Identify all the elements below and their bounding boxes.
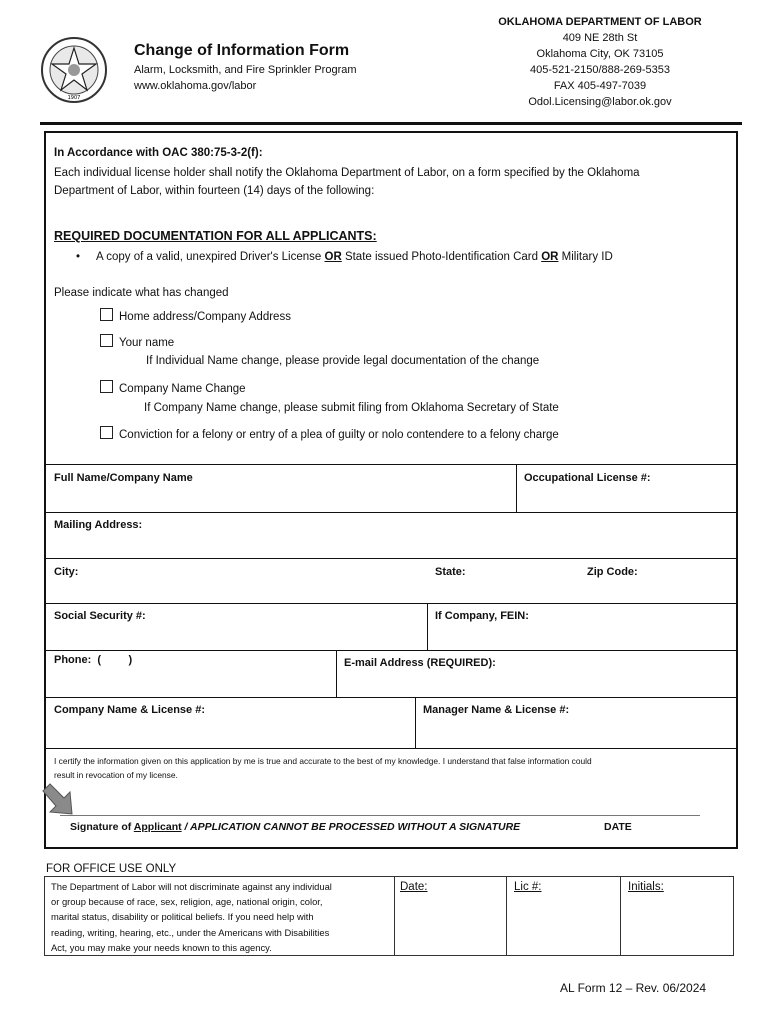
form-title: Change of Information Form	[134, 42, 350, 59]
mailing-address-field[interactable]: Mailing Address:	[54, 519, 143, 531]
notice-line: The Department of Labor will not discriminate against any individual	[51, 881, 332, 892]
website-link[interactable]: www.oklahoma.gov/labor	[134, 80, 257, 92]
full-name-field[interactable]: Full Name/Company Name	[54, 472, 193, 484]
option-home-address	[100, 308, 291, 323]
agency-name: OKLAHOMA DEPARTMENT OF LABOR	[498, 16, 702, 28]
agency-email[interactable]: Odol.Licensing@labor.ok.gov	[528, 96, 672, 108]
email-field[interactable]: E-mail Address (REQUIRED):	[344, 657, 496, 669]
grid-divider	[516, 464, 517, 512]
agency-phone: 405-521-2150/888-269-5353	[529, 64, 671, 76]
manager-license-field[interactable]: Manager Name & License #:	[423, 704, 570, 716]
office-divider	[506, 876, 507, 956]
bullet-text-part3: Military ID	[558, 251, 613, 263]
signature-date-label: DATE	[604, 821, 632, 833]
notice-line: reading, writing, hearing, etc., under the Americans with Disabilities	[51, 926, 330, 938]
bullet-icon: •	[76, 251, 81, 263]
option-felony	[100, 426, 559, 441]
required-docs-heading: REQUIRED DOCUMENTATION FOR ALL APPLICANTS:	[54, 229, 377, 243]
office-divider	[394, 876, 395, 956]
grid-line	[46, 603, 738, 604]
intro-text-line2: Department of Labor, within fourteen (14) days of the following:	[54, 185, 375, 197]
changes-prompt: Please indicate what has changed	[54, 287, 229, 299]
grid-line	[46, 558, 738, 559]
agency-contact-block	[470, 14, 730, 110]
bullet-text-part2: State issued Photo-Identification Card	[341, 251, 542, 263]
certify-line2: result in revocation of my license.	[54, 770, 178, 780]
grid-line	[46, 697, 738, 698]
intro-text-line1: Each individual license holder shall notify the Oklahoma Department of Labor, on a form specified by the Oklahoma	[54, 167, 640, 179]
option-label: Your name	[119, 337, 175, 349]
company-change-note: If Company Name change, please submit filing from Oklahoma Secretary of State	[144, 402, 559, 414]
zip-code-field[interactable]: Zip Code:	[587, 566, 638, 578]
bullet-or-1: OR	[324, 251, 342, 263]
grid-divider	[415, 697, 416, 748]
bullet-or-2: OR	[541, 251, 559, 263]
form-revision-footer: AL Form 12 – Rev. 06/2024	[560, 981, 707, 995]
state-seal-logo	[40, 36, 108, 104]
signature-applicant: Applicant	[133, 821, 182, 833]
checkbox-felony[interactable]	[100, 426, 113, 439]
non-discrimination-notice	[51, 879, 332, 955]
notice-line: marital status, disability or political beliefs. If you need help with	[51, 911, 314, 923]
signature-line[interactable]	[60, 815, 700, 816]
checkbox-your-name[interactable]	[100, 334, 113, 347]
svg-text:1907: 1907	[67, 95, 81, 101]
checkbox-company-name[interactable]	[100, 380, 113, 393]
agency-fax: FAX 405-497-7039	[553, 80, 647, 92]
option-label: Conviction for a felony or entry of a plea of guilty or nolo contendere to a felony charge	[119, 429, 559, 441]
ssn-field[interactable]: Social Security #:	[54, 610, 146, 622]
agency-address-line1: 409 NE 28th St	[562, 32, 638, 44]
notice-line: Act, you may make your needs known to this agency.	[51, 941, 272, 953]
option-company-name	[100, 380, 246, 395]
grid-divider	[336, 650, 337, 697]
required-docs-bullet	[76, 251, 613, 263]
grid-line	[46, 464, 738, 465]
grid-line	[46, 512, 738, 513]
signature-prefix: Signature of	[70, 821, 134, 833]
option-label: Company Name Change	[119, 383, 246, 395]
checkbox-home-address[interactable]	[100, 308, 113, 321]
header-divider	[40, 122, 742, 125]
office-use-heading: FOR OFFICE USE ONLY	[46, 863, 177, 875]
name-change-note: If Individual Name change, please provide legal documentation of the change	[146, 355, 540, 367]
grid-divider	[427, 603, 428, 650]
certify-line1: I certify the information given on this application by me is true and accurate to the best of my knowledge. I understand that false information could	[54, 756, 592, 766]
option-your-name	[100, 334, 174, 349]
option-label: Home address/Company Address	[119, 311, 291, 323]
company-license-field[interactable]: Company Name & License #:	[54, 704, 205, 716]
office-divider	[620, 876, 621, 956]
program-name: Alarm, Locksmith, and Fire Sprinkler Program	[134, 64, 357, 76]
grid-line	[46, 650, 738, 651]
office-lic-field[interactable]: Lic #:	[514, 881, 542, 893]
bullet-text-part1: A copy of a valid, unexpired Driver's License	[96, 251, 325, 263]
phone-field[interactable]: Phone: ( )	[54, 654, 133, 666]
office-date-field[interactable]: Date:	[400, 881, 428, 893]
fein-field[interactable]: If Company, FEIN:	[435, 610, 529, 622]
grid-line	[46, 748, 738, 749]
occupational-license-field[interactable]: Occupational License #:	[524, 472, 651, 484]
oac-heading: In Accordance with OAC 380:75-3-2(f):	[54, 147, 263, 159]
signature-label	[70, 821, 520, 833]
agency-address-line2: Oklahoma City, OK 73105	[536, 48, 664, 60]
office-initials-field[interactable]: Initials:	[628, 881, 664, 893]
notice-line: or group because of race, sex, religion, age, national origin, color,	[51, 896, 323, 908]
state-field[interactable]: State:	[435, 566, 466, 578]
signature-warning: / APPLICATION CANNOT BE PROCESSED WITHOUT A SIGNATURE	[181, 821, 521, 833]
city-field[interactable]: City:	[54, 566, 79, 578]
